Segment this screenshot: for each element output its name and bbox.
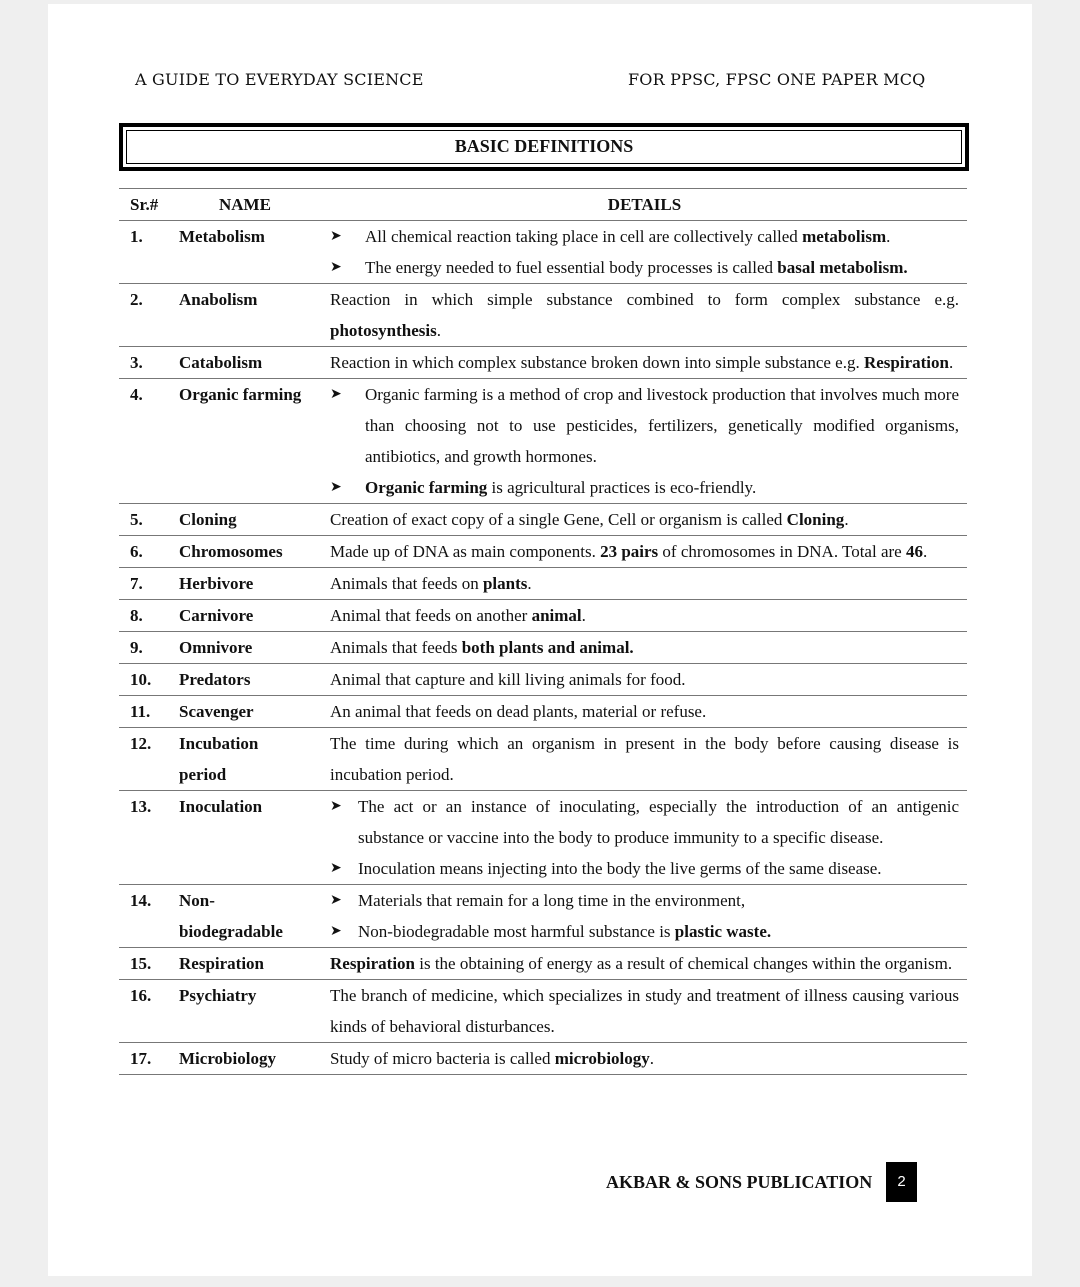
term-details bbox=[330, 221, 959, 283]
table-row bbox=[119, 221, 967, 284]
bullet-text bbox=[358, 916, 959, 947]
row-number: 10. bbox=[130, 670, 152, 689]
term-details bbox=[330, 284, 959, 346]
term-details bbox=[330, 791, 959, 884]
table-body bbox=[119, 221, 967, 1075]
text-run: All chemical reaction taking place in cell are collectively called bbox=[365, 227, 803, 246]
bullet-text bbox=[358, 791, 959, 853]
text-run: . bbox=[922, 542, 928, 561]
text-run: Made up of DNA as main components. bbox=[330, 542, 601, 561]
arrow-bullet-icon: ➤ bbox=[330, 893, 342, 908]
title-box bbox=[119, 123, 969, 171]
text-run: 46 bbox=[905, 542, 923, 561]
bullet-item bbox=[330, 916, 959, 947]
table-row bbox=[119, 568, 967, 600]
text-run: . bbox=[886, 227, 891, 246]
term-name: Non-biodegradable bbox=[179, 891, 283, 941]
row-number: 11. bbox=[130, 702, 151, 721]
text-run: of chromosomes in DNA. Total are bbox=[658, 542, 906, 561]
table-header-row bbox=[119, 188, 967, 221]
term-details bbox=[330, 568, 959, 599]
term-details bbox=[330, 600, 959, 631]
text-run: photosynthesis bbox=[330, 321, 437, 340]
bullet-item bbox=[330, 853, 959, 884]
term-details bbox=[330, 379, 959, 503]
bullet-item bbox=[330, 252, 959, 283]
term-name: Organic farming bbox=[179, 385, 302, 404]
table-row bbox=[119, 980, 967, 1043]
text-run: Non-biodegradable most harmful substance is bbox=[358, 922, 675, 941]
text-run: basal metabolism. bbox=[777, 258, 908, 277]
text-run: Creation of exact copy of a single Gene, Cell or organism is called bbox=[330, 510, 787, 529]
arrow-bullet-icon: ➤ bbox=[330, 861, 342, 876]
text-run: plants bbox=[482, 574, 528, 593]
term-details bbox=[330, 536, 959, 567]
text-run: Animal that capture and kill living animals for food. bbox=[330, 670, 686, 689]
text-run: Organic farming bbox=[365, 478, 488, 497]
term-name: Incubation period bbox=[179, 734, 259, 784]
bullet-text bbox=[358, 885, 959, 916]
term-name: Catabolism bbox=[179, 353, 263, 372]
text-run: Materials that remain for a long time in the environment, bbox=[358, 891, 746, 910]
table-row bbox=[119, 536, 967, 568]
arrow-bullet-icon: ➤ bbox=[330, 924, 342, 939]
text-run: . bbox=[649, 1049, 655, 1068]
term-name: Cloning bbox=[179, 510, 237, 529]
text-run: An animal that feeds on dead plants, material or refuse. bbox=[330, 702, 707, 721]
table-row bbox=[119, 728, 967, 791]
row-number: 16. bbox=[130, 986, 152, 1005]
term-name: Metabolism bbox=[179, 227, 265, 246]
row-number: 13. bbox=[130, 797, 152, 816]
page-title: BASIC DEFINITIONS bbox=[126, 130, 962, 164]
row-number: 5. bbox=[130, 510, 143, 529]
bullet-text bbox=[365, 472, 959, 503]
bullet-item bbox=[330, 791, 959, 853]
term-details bbox=[330, 632, 959, 663]
row-number: 14. bbox=[130, 891, 152, 910]
bullet-item bbox=[330, 221, 959, 252]
term-name: Omnivore bbox=[179, 638, 253, 657]
page-number: 2 bbox=[886, 1162, 917, 1202]
term-details bbox=[330, 1043, 959, 1074]
term-name: Scavenger bbox=[179, 702, 254, 721]
row-number: 15. bbox=[130, 954, 152, 973]
table-row bbox=[119, 284, 967, 347]
row-number: 4. bbox=[130, 385, 143, 404]
row-number: 17. bbox=[130, 1049, 152, 1068]
text-run: plastic waste. bbox=[674, 922, 772, 941]
term-name: Psychiatry bbox=[179, 986, 257, 1005]
row-number: 12. bbox=[130, 734, 152, 753]
row-number: 6. bbox=[130, 542, 143, 561]
text-run: Organic farming is a method of crop and livestock production that involves much more than choosing not to use pesticides, fertilizers, genetically modified organisms, antibiotics, and growth hormones. bbox=[365, 385, 959, 466]
row-number: 8. bbox=[130, 606, 143, 625]
term-details bbox=[330, 728, 959, 790]
arrow-bullet-icon: ➤ bbox=[330, 387, 342, 402]
term-details bbox=[330, 980, 959, 1042]
row-number: 2. bbox=[130, 290, 143, 309]
text-run: Animal that feeds on another bbox=[330, 606, 532, 625]
arrow-bullet-icon: ➤ bbox=[330, 799, 342, 814]
term-name: Microbiology bbox=[179, 1049, 276, 1068]
table-row bbox=[119, 948, 967, 980]
text-run: . bbox=[436, 321, 442, 340]
table-row bbox=[119, 885, 967, 948]
arrow-bullet-icon: ➤ bbox=[330, 480, 342, 495]
table-row bbox=[119, 347, 967, 379]
term-details bbox=[330, 664, 959, 695]
text-run: Animals that feeds on bbox=[330, 574, 483, 593]
text-run: 23 pairs bbox=[600, 542, 659, 561]
term-name: Herbivore bbox=[179, 574, 254, 593]
text-run: both plants and animal. bbox=[461, 638, 634, 657]
term-details bbox=[330, 347, 959, 378]
text-run: animal bbox=[531, 606, 582, 625]
table-row bbox=[119, 379, 967, 504]
text-run: . bbox=[581, 606, 586, 625]
bullet-text bbox=[365, 252, 959, 283]
term-name: Anabolism bbox=[179, 290, 258, 309]
publisher-name: AKBAR & SONS PUBLICATION bbox=[606, 1172, 873, 1192]
text-run: The branch of medicine, which specializes in study and treatment of illness causing various kinds of behavioral disturbances. bbox=[330, 986, 959, 1036]
text-run: . bbox=[948, 353, 954, 372]
term-name: Chromosomes bbox=[179, 542, 283, 561]
text-run: The energy needed to fuel essential body processes is called bbox=[365, 258, 778, 277]
term-name: Inoculation bbox=[179, 797, 263, 816]
table-row bbox=[119, 632, 967, 664]
text-run: is the obtaining of energy as a result of chemical changes within the organism. bbox=[415, 954, 953, 973]
bullet-item bbox=[330, 472, 959, 503]
text-run: metabolism bbox=[802, 227, 887, 246]
arrow-bullet-icon: ➤ bbox=[330, 260, 342, 275]
header-left: A GUIDE TO EVERYDAY SCIENCE bbox=[135, 70, 424, 89]
definitions-table bbox=[119, 188, 967, 1075]
text-run: . bbox=[844, 510, 849, 529]
text-run: Cloning bbox=[786, 510, 845, 529]
arrow-bullet-icon: ➤ bbox=[330, 229, 342, 244]
text-run: Reaction in which simple substance combined to form complex substance e.g. bbox=[330, 290, 959, 309]
table-row bbox=[119, 791, 967, 885]
table-row bbox=[119, 664, 967, 696]
text-run: . bbox=[527, 574, 532, 593]
bullet-text bbox=[358, 853, 959, 884]
term-name: Respiration bbox=[179, 954, 264, 973]
term-name: Predators bbox=[179, 670, 251, 689]
bullet-item bbox=[330, 379, 959, 472]
term-name: Carnivore bbox=[179, 606, 254, 625]
text-run: Inoculation means injecting into the body the live germs of the same disease. bbox=[358, 859, 882, 878]
text-run: The time during which an organism in present in the body before causing disease is incubation period. bbox=[330, 734, 959, 784]
term-details bbox=[330, 504, 959, 535]
text-run: Study of micro bacteria is called bbox=[330, 1049, 555, 1068]
table-row bbox=[119, 504, 967, 536]
document-page bbox=[48, 4, 1032, 1276]
text-run: microbiology bbox=[554, 1049, 650, 1068]
term-details bbox=[330, 696, 959, 727]
row-number: 7. bbox=[130, 574, 143, 593]
bullet-text bbox=[365, 221, 959, 252]
bullet-text bbox=[365, 379, 959, 472]
table-row bbox=[119, 1043, 967, 1075]
table-row bbox=[119, 600, 967, 632]
column-header-details: DETAILS bbox=[607, 195, 682, 214]
row-number: 1. bbox=[130, 227, 143, 246]
text-run: Animals that feeds bbox=[330, 638, 462, 657]
text-run: is agricultural practices is eco-friendly. bbox=[487, 478, 757, 497]
bullet-item bbox=[330, 885, 959, 916]
text-run: Respiration bbox=[330, 954, 415, 973]
text-run: Reaction in which complex substance broken down into simple substance e.g. bbox=[330, 353, 864, 372]
text-run: The act or an instance of inoculating, especially the introduction of an antigenic substance or vaccine into the body to produce immunity to a specific disease. bbox=[358, 797, 959, 847]
row-number: 3. bbox=[130, 353, 143, 372]
table-row bbox=[119, 696, 967, 728]
column-header-sr: Sr.# bbox=[130, 195, 159, 214]
column-header-name: NAME bbox=[219, 195, 271, 214]
term-details bbox=[330, 948, 959, 979]
term-details bbox=[330, 885, 959, 947]
text-run: Respiration bbox=[863, 353, 949, 372]
header-right: FOR PPSC, FPSC ONE PAPER MCQ bbox=[628, 70, 926, 89]
row-number: 9. bbox=[130, 638, 143, 657]
